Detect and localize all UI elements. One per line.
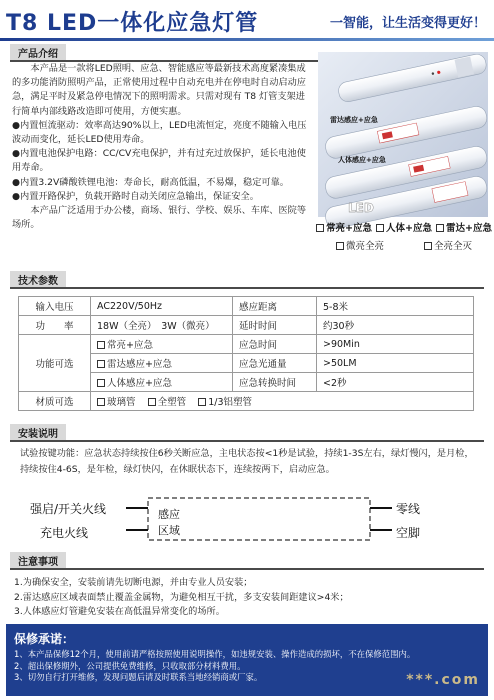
function-tag-2: 人体+应急 [376, 220, 432, 234]
table-row [19, 316, 474, 335]
function-tag-3: 雷达+应急 [436, 220, 492, 234]
spec-label: 应急光通量 [233, 354, 317, 373]
section-label-notes: 注意事项 [10, 552, 66, 568]
slogan: 一智能，让生活变得更好！ [329, 16, 486, 31]
wire-label-charge-live: 充电火线 [40, 526, 89, 540]
spec-label: 延时时间 [233, 316, 317, 335]
section-label-intro: 产品介绍 [10, 44, 66, 60]
checkbox-icon [97, 398, 105, 406]
function-option: 雷达感应+应急 [91, 354, 233, 373]
note-item: 2.雷达感应区域表面禁止覆盖金属物，为避免相互干扰，多支安装间距建议>4米； [14, 591, 349, 603]
page-title: T8 LED一体化应急灯管 [6, 11, 259, 36]
table-row [19, 297, 474, 316]
spec-label: 功 率 [19, 316, 91, 335]
sensing-area-line-2: 区域 [158, 524, 180, 537]
checkbox-icon [198, 398, 206, 406]
section-bar-install [10, 440, 484, 442]
notes-list [14, 576, 480, 620]
section-label-install: 安装说明 [10, 424, 66, 440]
wire-label-empty-pin: 空脚 [396, 526, 421, 540]
checkbox-icon [148, 398, 156, 406]
spec-label: 应急转换时间 [233, 373, 317, 392]
checkbox-icon [97, 360, 105, 368]
wiring-diagram [30, 494, 460, 544]
spec-label: 功能可选 [19, 335, 91, 392]
spec-label: 材质可选 [19, 392, 91, 411]
warranty-item: 2、超出保修期外，公司提供免费维修，只收取部分材料费用。 [14, 660, 246, 671]
spec-value: AC220V/50Hz [91, 297, 233, 316]
section-bar-notes [10, 568, 484, 570]
intro-bullet-1: ●内置恒流驱动：效率高达90%以上，LED电流恒定，亮度不随输入电压波动而变化，延长LED使用寿命。 [12, 119, 307, 146]
intro-paragraph-1: 本产品是一款将LED照明、应急、智能感应等最新技术高度紧凑集成的多功能消防照明产品，正常使用过程中自动充电并在停电时自动启动应急，满足平时及紧急停电情况下的照明需求。只需对现有 T8 灯管支架进行简单内部线路改造即可使用，方便实惠。 [12, 63, 306, 117]
warranty-item: 3、切勿自行打开维修，发现问题后请及时联系当地经销商或厂家。 [14, 672, 263, 682]
spec-value: >90Min [317, 335, 474, 354]
install-instructions: 试验按键功能：应急状态持续按住6秒关断应急，主电状态按<1秒是试验，持续1-3S左右，绿灯慢闪，是月检，持续按住4-6S，是年检，绿灯快闪，在休眠状态下，连续按两下，启动应急。 [20, 448, 474, 475]
spec-value: >50LM [317, 354, 474, 373]
material-options: 玻璃管 全塑管 1/3铝塑管 [91, 392, 474, 411]
sensing-area-line-1: 感应 [158, 508, 180, 521]
tube-label-radar: 雷达感应+应急 [330, 116, 378, 124]
watermark: ***.com [406, 672, 480, 688]
table-row [19, 335, 474, 354]
wire-label-switch-live: 强启/开关火线 [30, 502, 107, 516]
intro-bullet-2: ●内置电池保护电路：CC/CV充电保护，并有过充过放保护，延长电池使用寿命。 [12, 148, 306, 174]
spec-value: 18W（全亮） 3W（微亮） [91, 316, 233, 335]
function-option: 常亮+应急 [91, 335, 233, 354]
intro-bullet-4: ●内置开路保护，负载开路时自动关闭应急输出，保证安全。 [12, 190, 259, 202]
function-tag-1: 常亮+应急 [316, 220, 372, 234]
tube-label-led: LED [348, 201, 374, 215]
intro-text [12, 62, 312, 232]
checkbox-icon [97, 379, 105, 387]
checkbox-icon [316, 224, 324, 232]
checkbox-icon [424, 242, 432, 250]
spec-label: 应急时间 [233, 335, 317, 354]
wire-label-neutral: 零线 [396, 502, 421, 516]
function-tag-5: 全亮全灭 [424, 238, 472, 252]
header-divider [0, 38, 494, 41]
intro-paragraph-2: 本产品广泛适用于办公楼，商场、银行、学校、娱乐、车库、医院等场所。 [12, 205, 307, 231]
checkbox-icon [436, 224, 444, 232]
checkbox-icon [336, 242, 344, 250]
page-header [0, 0, 494, 42]
checkbox-icon [376, 224, 384, 232]
spec-value: 约30秒 [317, 316, 474, 335]
warranty-title: 保修承诺： [14, 632, 75, 646]
function-tag-4: 微亮全亮 [336, 238, 384, 252]
spec-label: 感应距离 [233, 297, 317, 316]
spec-label: 输入电压 [19, 297, 91, 316]
tech-spec-table [18, 296, 474, 411]
section-bar-tech [10, 287, 484, 289]
intro-bullet-3: ●内置3.2V磷酸铁锂电池：寿命长，耐高低温，不易爆，稳定可靠。 [12, 176, 289, 188]
function-tags [316, 220, 492, 252]
note-item: 3.人体感应灯管避免安装在高低温异常变化的场所。 [14, 606, 225, 617]
warranty-item: 1、本产品保修12个月，使用前请严格按照使用说明操作，如违规安装、操作造成的损坏，不在保修范围内。 [14, 649, 416, 659]
checkbox-icon [97, 341, 105, 349]
note-item: 1.为确保安全，安装前请先切断电源，并由专业人员安装； [14, 577, 253, 588]
tube-label-human: 人体感应+应急 [338, 156, 386, 164]
table-row [19, 392, 474, 411]
function-option: 人体感应+应急 [91, 373, 233, 392]
section-label-tech: 技术参数 [10, 271, 66, 287]
spec-value: 5-8米 [317, 297, 474, 316]
spec-value: <2秒 [317, 373, 474, 392]
